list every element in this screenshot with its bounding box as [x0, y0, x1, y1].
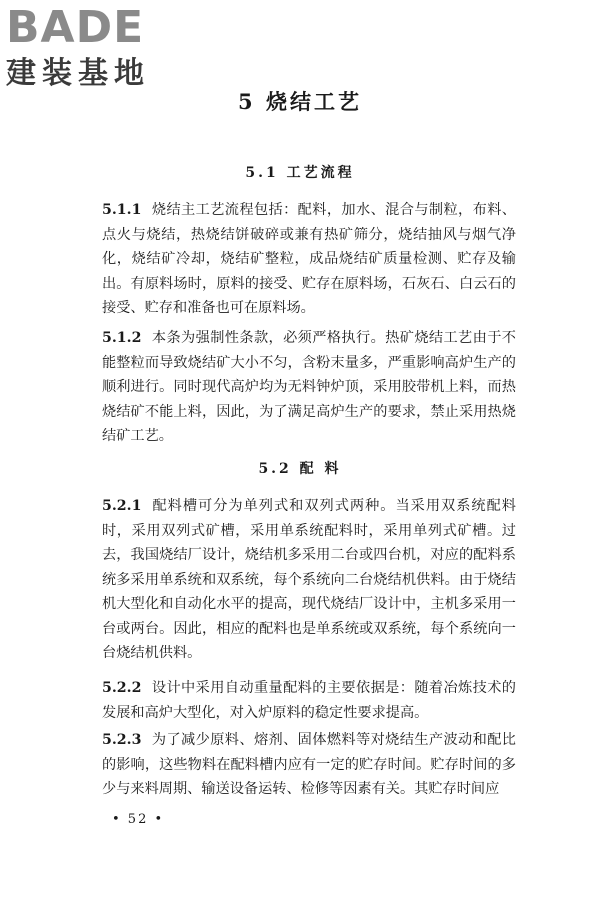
- clause-number: 5.2.1: [102, 498, 142, 514]
- clause-text: 本条为强制性条款，必须严格执行。热矿烧结工艺由于不能整粒而导致烧结矿大小不匀，含粉末量多，严重影响高炉生产的顺利进行。同时现代高炉均为无料钟炉顶，采用胶带机上料，而热烧结矿不能上料，因此，为了满足高炉生产的要求，禁止采用热烧结矿工艺。: [102, 330, 516, 444]
- clause-5-1-2: [102, 326, 516, 449]
- section-heading: 5.2 配 料: [258, 461, 342, 477]
- clause-number: 5.2.3: [102, 732, 142, 748]
- clause-text: 为了减少原料、熔剂、固体燃料等对烧结生产波动和配比的影响，这些物料在配料槽内应有一定的贮存时间。贮存时间的多少与来料周期、输送设备运转、检修等因素有关。其贮存时间应: [102, 732, 516, 797]
- clause-text: 烧结主工艺流程包括：配料，加水、混合与制粒，布料、点火与烧结，热烧结饼破碎或兼有热矿筛分，烧结抽风与烟气净化，烧结矿冷却，烧结矿整粒，成品烧结矿质量检测、贮存及输出。有原料场时，原料的接受、贮存在原料场，石灰石、白云石的接受、贮存和准备也可在原料场。: [102, 202, 516, 316]
- clause-5-2-3: [102, 728, 516, 802]
- clause-text: 设计中采用自动重量配料的主要依据是：随着冶炼技术的发展和高炉大型化，对入炉原料的稳定性要求提高。: [102, 680, 516, 721]
- clause-number: 5.1.1: [102, 202, 142, 218]
- clause-number: 5.2.2: [102, 680, 142, 696]
- logo: [6, 4, 176, 92]
- section-heading: 5.1 工艺流程: [245, 165, 355, 181]
- clause-text: 配料槽可分为单列式和双列式两种。当采用双系统配料时，采用双列式矿槽，采用单系统配料时，采用单列式矿槽。过去，我国烧结厂设计，烧结机多采用二台或四台机，对应的配料系统多采用单系统和双系统，每个系统向二台烧结机供料。由于烧结机大型化和自动化水平的提高，现代烧结厂设计中，主机多采用一台或两台。因此，相应的配料也是单系统或双系统，每个系统向一台烧结机供料。: [102, 498, 516, 661]
- clause-5-1-1: [102, 198, 516, 321]
- clause-5-2-2: [102, 676, 516, 725]
- clause-number: 5.1.2: [102, 330, 142, 346]
- logo-subtitle: 建装基地: [6, 56, 150, 91]
- logo-brand: BADE: [6, 2, 145, 53]
- chapter-title: 5 烧结工艺: [238, 89, 362, 114]
- page-number: • 52 •: [112, 812, 165, 827]
- clause-5-2-1: [102, 494, 516, 666]
